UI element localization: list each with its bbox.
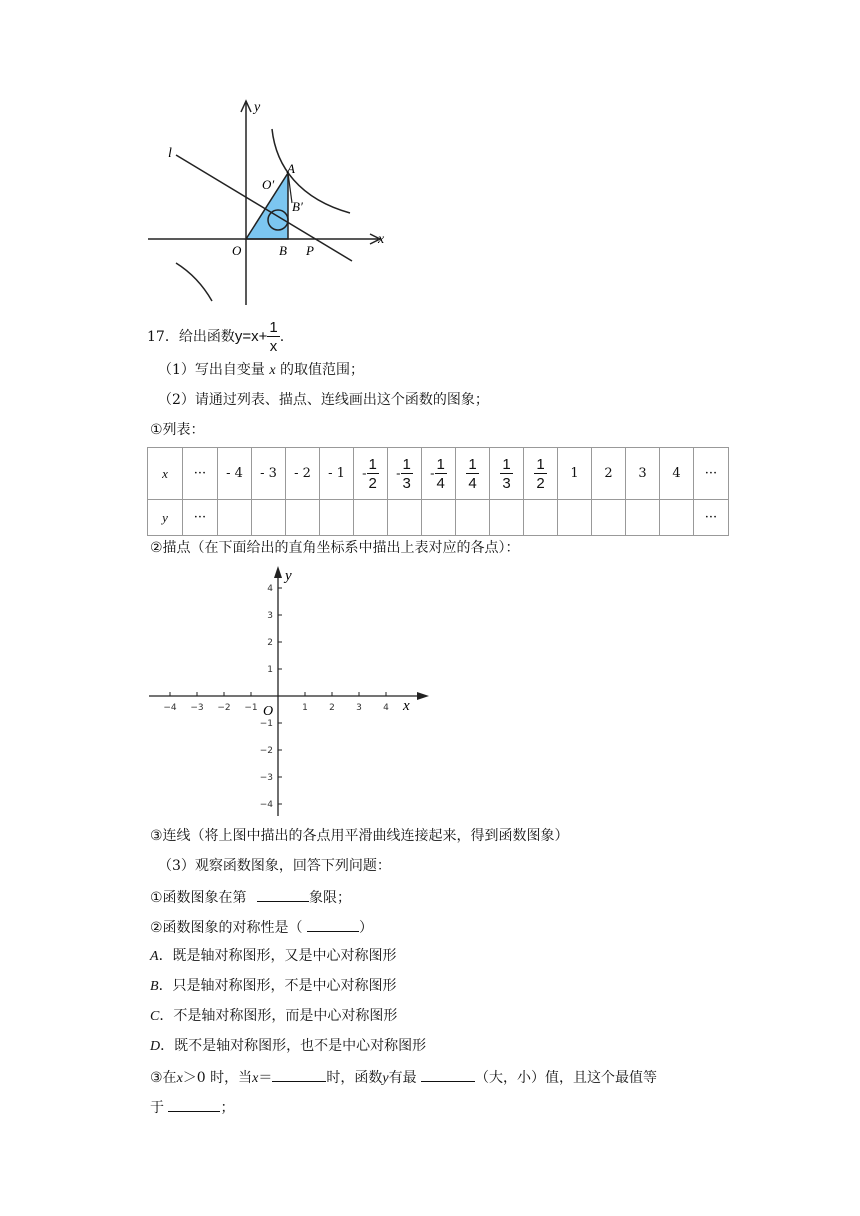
- table-x-frac-cell: - $\frac{1}{4}$: [422, 448, 456, 500]
- plot-origin-label: O: [263, 704, 274, 719]
- hyperbola-branch-q3: [176, 263, 212, 301]
- table-x-cell: 1: [558, 448, 592, 500]
- step-2-label: [150, 538, 520, 558]
- option-c-text: ．不是轴对称图形，而是中心对称图形: [159, 1008, 398, 1024]
- fraction-numerator: 1: [269, 319, 278, 336]
- option-d[interactable]: [150, 1036, 426, 1057]
- question-1: [158, 360, 364, 381]
- answer-3: [150, 1066, 657, 1089]
- x-tick-label: 4: [383, 703, 389, 713]
- table-x-frac-cell: - $\frac{1}{3}$: [388, 448, 422, 500]
- table-x-cell: - 2: [286, 448, 320, 500]
- table-row-x: [148, 448, 729, 500]
- table-y-label: y: [148, 500, 183, 536]
- line-l: [176, 155, 352, 261]
- extremum-blank[interactable]: [168, 1096, 220, 1112]
- table-x-cell: 4: [660, 448, 694, 500]
- x-tick-label: −4: [163, 703, 177, 713]
- x-tick-label: −2: [217, 703, 231, 713]
- a3-part1: ③在: [150, 1070, 177, 1086]
- y-tick-label: −3: [259, 773, 273, 783]
- table-x-frac-cell: $\frac{1}{3}$: [490, 448, 524, 500]
- table-x-cell: 3: [626, 448, 660, 500]
- table-y-cell[interactable]: [422, 500, 456, 536]
- table-x-ellipsis-end: ···: [694, 448, 729, 500]
- table-y-cell[interactable]: [286, 500, 320, 536]
- table-row-y: [148, 500, 729, 536]
- option-b-letter: B: [150, 979, 159, 994]
- step-2-text: ②描点（在下面给出的直角坐标系中描出上表对应的各点）：: [150, 540, 520, 556]
- a3-part5: 有最: [388, 1070, 417, 1086]
- x-value-blank[interactable]: [272, 1066, 326, 1082]
- a3-part7: 于: [150, 1100, 164, 1116]
- label-o-prime: O′: [262, 177, 275, 192]
- option-b[interactable]: [150, 976, 397, 997]
- y-tick-label: 1: [267, 665, 273, 675]
- table-y-cell[interactable]: [252, 500, 286, 536]
- label-p: P: [306, 243, 314, 258]
- a3-part3: ＝: [258, 1070, 273, 1086]
- plot-y-label: y: [285, 568, 292, 584]
- table-x-cell: - 3: [252, 448, 286, 500]
- option-d-letter: D: [150, 1039, 161, 1054]
- option-b-text: ．只是轴对称图形，不是中心对称图形: [158, 978, 397, 994]
- step-1-text: ①列表：: [150, 422, 205, 438]
- table-y-ellipsis-start: ···: [183, 500, 218, 536]
- answer-2: [150, 916, 373, 938]
- y-tick-label: 3: [267, 611, 273, 621]
- table-y-cell[interactable]: [558, 500, 592, 536]
- table-x-cell: 2: [592, 448, 626, 500]
- a1-post: 象限；: [309, 890, 352, 906]
- question-3: （3）观察函数图象，回答下列问题：: [158, 858, 391, 874]
- table-x-frac-cell: $\frac{1}{4}$: [456, 448, 490, 500]
- table-y-ellipsis-end: ···: [694, 500, 729, 536]
- step-3-text: ③连线（将上图中描出的各点用平滑曲线连接起来，得到函数图象）: [150, 828, 569, 844]
- stem-prefix: 给出函数: [178, 329, 235, 345]
- label-l: l: [168, 146, 172, 161]
- option-c[interactable]: [150, 1006, 397, 1027]
- option-a-text: ．既是轴对称图形，又是中心对称图形: [158, 948, 397, 964]
- step-3-label: [150, 826, 569, 846]
- a3-var1: x: [176, 1071, 183, 1086]
- y-tick-label: 2: [267, 638, 273, 648]
- a3-part8: ；: [220, 1100, 235, 1116]
- table-y-cell[interactable]: [456, 500, 490, 536]
- function-fraction: [267, 320, 279, 354]
- problem-stem: [147, 318, 284, 356]
- option-c-letter: C: [150, 1009, 160, 1024]
- label-b: B: [279, 243, 287, 258]
- y-tick-label: 4: [267, 584, 273, 594]
- symmetry-blank[interactable]: [307, 916, 359, 932]
- label-y: y: [254, 100, 261, 115]
- coordinate-system: [145, 562, 435, 820]
- table-y-cell[interactable]: [660, 500, 694, 536]
- y-tick-label: −2: [259, 746, 273, 756]
- q1-text: （1）写出自变量: [158, 362, 265, 378]
- a2-post: ）: [359, 920, 374, 936]
- table-y-cell[interactable]: [218, 500, 252, 536]
- option-d-text: ．既不是轴对称图形，也不是中心对称图形: [160, 1038, 427, 1054]
- label-o: O: [232, 243, 242, 258]
- a3-part4: 时，函数: [326, 1070, 383, 1086]
- q1-tail: 的取值范围；: [280, 362, 365, 378]
- table-x-frac-cell: - $\frac{1}{2}$: [354, 448, 388, 500]
- plot-y-arrow: [274, 566, 282, 578]
- table-x-ellipsis-start: ···: [183, 448, 218, 500]
- table-y-cell[interactable]: [388, 500, 422, 536]
- question-2: （2）请通过列表、描点、连线画出这个函数的图象；: [158, 392, 489, 408]
- a3-var3: y: [382, 1071, 389, 1086]
- option-a[interactable]: [150, 946, 397, 967]
- q1-variable: x: [269, 363, 276, 378]
- a3-part6: （大，小）值，且这个最值等: [475, 1070, 658, 1086]
- label-b-prime: B′: [292, 199, 303, 214]
- table-x-cell: - 4: [218, 448, 252, 500]
- x-tick-label: 1: [302, 703, 308, 713]
- x-tick-label: 2: [329, 703, 335, 713]
- answer-1: [150, 886, 351, 908]
- table-y-cell[interactable]: [524, 500, 558, 536]
- x-tick-label: −1: [244, 703, 258, 713]
- stem-suffix: .: [279, 329, 285, 345]
- x-tick-label: 3: [356, 703, 362, 713]
- max-min-blank[interactable]: [421, 1066, 475, 1082]
- table-y-cell[interactable]: [354, 500, 388, 536]
- a2-pre: ②函数图象的对称性是（: [150, 920, 303, 936]
- table-x-frac-cell: $\frac{1}{2}$: [524, 448, 558, 500]
- fraction-denominator: x: [269, 338, 278, 355]
- label-a: A: [287, 161, 295, 176]
- x-tick-label: −3: [190, 703, 204, 713]
- table-x-label: x: [148, 448, 183, 500]
- answer-3-cont: [150, 1096, 234, 1118]
- table-y-cell[interactable]: [490, 500, 524, 536]
- function-lhs: y=x+: [234, 328, 268, 345]
- plot-x-arrow: [417, 692, 429, 700]
- label-x: x: [378, 232, 385, 247]
- y-tick-label: −4: [259, 800, 273, 810]
- problem-number: 17．: [147, 329, 179, 345]
- a3-part2: ＞0 时，当: [182, 1070, 253, 1086]
- geometry-figure: [140, 95, 400, 310]
- table-y-cell[interactable]: [592, 500, 626, 536]
- a1-pre: ①函数图象在第: [150, 890, 247, 906]
- a3-var2: x: [252, 1071, 259, 1086]
- value-table: [147, 447, 729, 536]
- step-1-label: [150, 420, 205, 440]
- table-y-cell[interactable]: [626, 500, 660, 536]
- quadrant-blank[interactable]: [257, 886, 309, 902]
- table-x-cell: - 1: [320, 448, 354, 500]
- y-tick-label: −1: [259, 719, 273, 729]
- table-y-cell[interactable]: [320, 500, 354, 536]
- option-a-letter: A: [150, 949, 159, 964]
- plot-x-label: x: [403, 698, 410, 714]
